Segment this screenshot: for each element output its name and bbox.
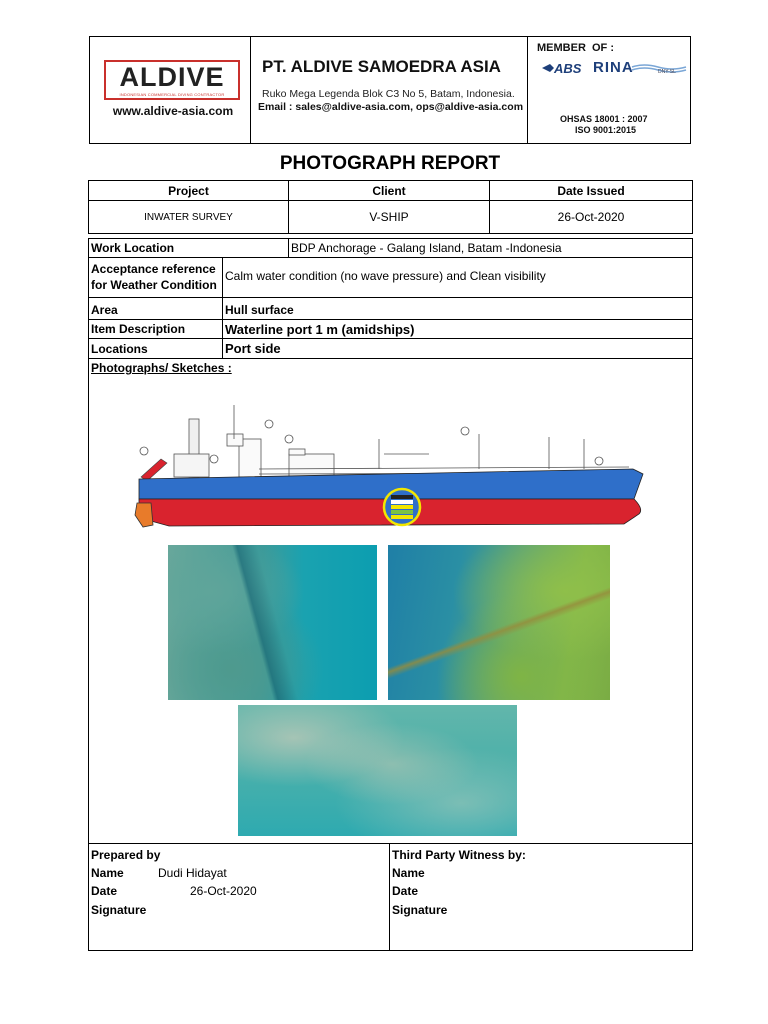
- dnv-logo: [630, 63, 688, 77]
- cert-iso: ISO 9001:2015: [575, 125, 637, 135]
- area-value: Hull surface: [223, 298, 692, 320]
- name-value: Dudi Hidayat: [158, 866, 227, 880]
- company-logo: [104, 60, 240, 100]
- hull-photo-3: [238, 705, 517, 836]
- project-header-table: [88, 180, 693, 234]
- details-table: [88, 238, 693, 359]
- date-value: 26-Oct-2020: [190, 884, 257, 898]
- name-label: Name: [91, 866, 124, 880]
- member-of-label: MEMBER OF :: [537, 42, 614, 54]
- locations-label: Locations: [89, 339, 223, 358]
- date-label: Date: [91, 884, 118, 898]
- letterhead-divider-left: [250, 37, 251, 143]
- abs-text: ABS: [554, 61, 582, 76]
- cert-ohsas: OHSAS 18001 : 2007: [560, 114, 648, 124]
- acceptance-label-line-2: for Weather Condition: [91, 278, 217, 292]
- witness-label: Third Party Witness by:: [392, 848, 526, 862]
- date-issued-label: Date Issued: [490, 181, 692, 201]
- witness-date-label: Date: [392, 884, 419, 898]
- email-value: sales@aldive-asia.com, ops@aldive-asia.com: [295, 101, 524, 113]
- company-address: Ruko Mega Legenda Blok C3 No 5, Batam, Indonesia.: [262, 88, 515, 100]
- acceptance-label: [89, 258, 223, 298]
- locations-value: Port side: [225, 341, 281, 356]
- item-description-label: Item Description: [89, 320, 223, 339]
- signoff-table: [88, 843, 693, 951]
- client-label: Client: [289, 181, 490, 201]
- letterhead-divider-right: [527, 37, 528, 143]
- acceptance-value: Calm water condition (no wave pressure) and Clean visibility: [223, 258, 692, 298]
- abs-logo: [540, 60, 592, 78]
- rina-logo: RINA: [593, 59, 634, 76]
- ship-sketch-image: [129, 399, 659, 549]
- company-name: PT. ALDIVE SAMOEDRA ASIA: [262, 57, 501, 76]
- signoff-divider: [389, 844, 390, 950]
- letterhead: [89, 36, 691, 144]
- logo-tagline: INDONESIAN COMMERCIAL DIVING CONTRACTOR: [119, 92, 225, 97]
- witness-name-label: Name: [392, 866, 425, 880]
- item-description-value: Waterline port 1 m (amidships): [223, 320, 692, 339]
- hull-photo-1: [168, 545, 377, 700]
- project-label: Project: [89, 181, 289, 201]
- acceptance-label-line-1: Acceptance reference: [91, 262, 216, 276]
- photographs-section: [88, 358, 693, 844]
- report-title: PHOTOGRAPH REPORT: [279, 153, 501, 174]
- work-location-label: Work Location: [89, 239, 289, 258]
- client-value: V-SHIP: [289, 201, 490, 233]
- hull-photo-2: [388, 545, 610, 700]
- prepared-by-label: Prepared by: [91, 848, 161, 862]
- logo-text: ALDIVE: [119, 62, 225, 92]
- email-label: Email :: [258, 101, 296, 113]
- dnv-text: DNY-SL: [658, 69, 676, 75]
- project-value: INWATER SURVEY: [89, 201, 289, 233]
- website-text: www.aldive-asia.com: [112, 104, 234, 118]
- company-email: [258, 101, 528, 113]
- work-location-value: BDP Anchorage - Galang Island, Batam -Indonesia: [289, 239, 692, 258]
- date-issued-value: 26-Oct-2020: [557, 210, 625, 224]
- area-label: Area: [89, 298, 223, 320]
- photographs-label: Photographs/ Sketches :: [91, 361, 232, 375]
- signature-label: Signature: [91, 903, 147, 917]
- witness-signature-label: Signature: [392, 903, 448, 917]
